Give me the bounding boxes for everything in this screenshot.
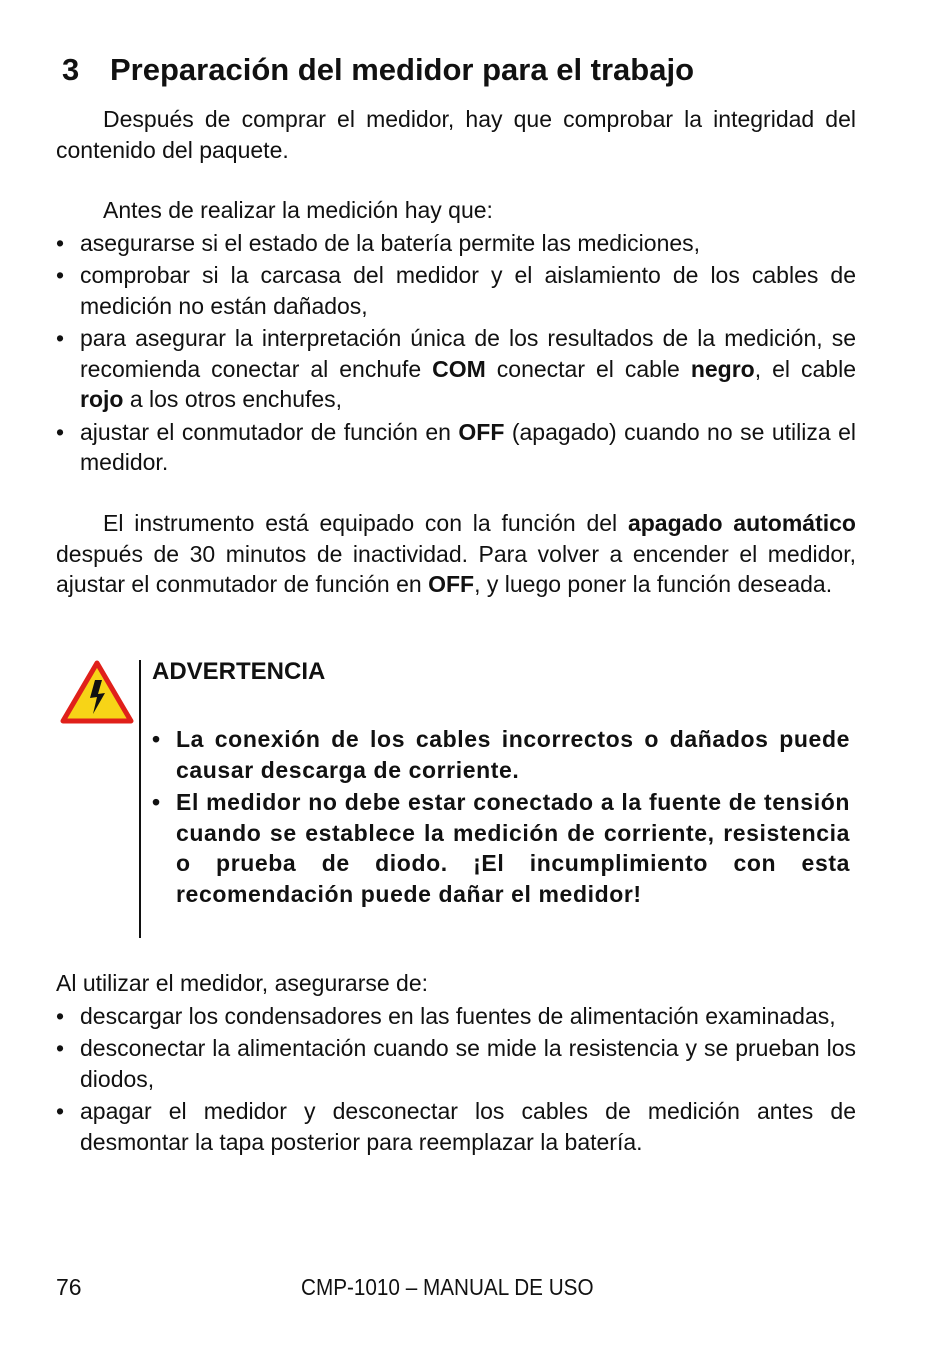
bullet-icon: • [152, 789, 161, 815]
warning-divider [139, 660, 141, 938]
list-item: • ajustar el conmutador de función en OFF (apagado) cuando no se utiliza el medidor. [56, 418, 856, 475]
bullet-icon: • [56, 1035, 65, 1061]
warning-title: ADVERTENCIA [152, 658, 326, 685]
bullet-icon: • [56, 229, 65, 256]
list-item: • La conexión de los cables incorrectos o dañados puede causar descarga de corriente. [152, 726, 850, 783]
list-item: • El medidor no debe estar conectado a la fuente de tensión cuando se establece la medición de corriente, resistencia o prueba de diodo. ¡El incumplimiento con esta recomendación puede dañar el medidor! [152, 789, 850, 907]
list-item: • descargar los condensadores en las fuentes de alimentación examinadas, [56, 1001, 856, 1032]
intro-paragraph-block [56, 104, 856, 165]
intro-paragraph: Después de comprar el medidor, hay que comprobar la integridad del contenido del paquete. [56, 106, 856, 163]
warning-list [152, 724, 850, 911]
list-item: • para asegurar la interpretación única de los resultados de la medición, se recomienda conectar al enchufe COM conectar el cable negro, el cable rojo a los otros enchufes, [56, 325, 856, 412]
section-number: 3 [62, 52, 80, 87]
before-measure-list [56, 228, 856, 478]
bullet-icon: • [56, 262, 65, 288]
footer-title: CMP-1010 – MANUAL DE USO [301, 1274, 594, 1300]
list-item: • comprobar si la carcasa del medidor y el aislamiento de los cables de medición no están dañados, [56, 262, 856, 319]
section-heading [62, 52, 694, 88]
auto-off-paragraph-block [56, 508, 856, 600]
section-title: Preparación del medidor para el trabajo [110, 52, 695, 87]
bullet-icon: • [56, 325, 65, 351]
bullet-icon: • [56, 1002, 65, 1029]
page-number: 76 [56, 1274, 82, 1300]
bullet-icon: • [56, 1098, 65, 1124]
while-using-lead: Al utilizar el medidor, asegurarse de: [56, 970, 429, 996]
list-item: • apagar el medidor y desconectar los cables de medición antes de desmontar la tapa posterior para reemplazar la batería. [56, 1098, 856, 1155]
bullet-icon: • [56, 418, 65, 445]
before-measure-lead: Antes de realizar la medición hay que: [103, 197, 493, 223]
before-measure-section [56, 195, 856, 480]
list-item: • desconectar la alimentación cuando se mide la resistencia y se prueban los diodos, [56, 1035, 856, 1092]
auto-off-paragraph: El instrumento está equipado con la función del apagado automático después de 30 minutos de inactividad. Para volver a encender el medidor, ajustar el conmutador de función en OFF, y luego poner la función deseada. [56, 510, 856, 597]
list-item: • asegurarse si el estado de la batería permite las mediciones, [56, 228, 856, 259]
bullet-icon: • [152, 726, 161, 752]
while-using-section [56, 968, 856, 1159]
electric-hazard-icon [60, 660, 134, 724]
while-using-list [56, 1001, 856, 1158]
